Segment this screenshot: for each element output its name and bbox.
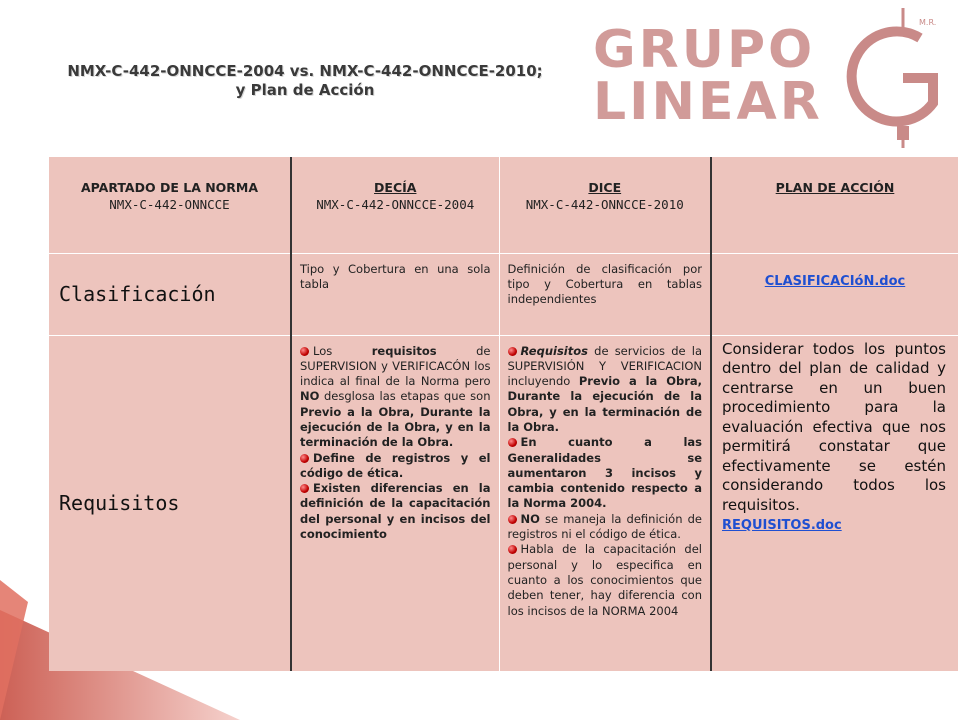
slide-title bbox=[20, 62, 590, 100]
title-line2: y Plan de Acción bbox=[235, 81, 375, 99]
header-apartado-line2: NMX-C-442-ONNCCE bbox=[109, 197, 230, 212]
bullet-icon bbox=[508, 545, 517, 554]
requisitos-doc-link[interactable]: REQUISITOS.doc bbox=[722, 518, 842, 533]
logo-mark: M.R. bbox=[919, 18, 937, 27]
header-plan-title: PLAN DE ACCIÓN bbox=[775, 180, 895, 195]
clasificacion-decia: Tipo y Cobertura en una sola tabla bbox=[291, 253, 499, 335]
title-line1: NMX-C-442-ONNCCE-2004 vs. NMX-C-442-ONNCCE-2010; bbox=[67, 62, 543, 80]
decia-para-3 bbox=[300, 481, 491, 542]
dice-p1-text-b: de servicios de la SUPERVISIÓN Y VERIFICACION incluyendo bbox=[507, 343, 702, 389]
bullet-icon bbox=[508, 515, 517, 524]
decia-p1-text-c: de SUPERVISION y VERIFICACÓN los indica al final de la Norma pero bbox=[300, 343, 491, 389]
clasificacion-dice: Definición de clasificación por tipo y Cobertura en tablas independientes bbox=[499, 253, 711, 335]
logo-word2: LINEAR bbox=[593, 72, 823, 132]
bullet-icon bbox=[508, 438, 517, 447]
row-label-requisitos: Requisitos bbox=[49, 335, 291, 671]
dice-para-3 bbox=[508, 512, 703, 543]
row-label-clasificacion: Clasificación bbox=[49, 253, 291, 335]
decia-p1-text-e: desglosa las etapas que son bbox=[319, 389, 491, 404]
dice-p3-text-b: se maneja la definición de registros ni el código de ética. bbox=[507, 511, 702, 542]
decia-para-1 bbox=[300, 344, 491, 451]
dice-p3-text-a: NO bbox=[520, 511, 540, 526]
bullet-icon bbox=[300, 347, 309, 356]
decia-p1-text-b: requisitos bbox=[371, 343, 437, 358]
decia-p3-text: Existen diferencias en la definición de la capacitación del personal y en incisos del conocimiento bbox=[300, 481, 491, 542]
row-clasificacion bbox=[49, 253, 958, 335]
header-row bbox=[49, 157, 958, 253]
dice-p1-text-a: Requisitos bbox=[520, 343, 588, 358]
header-decia-sub: NMX-C-442-ONNCCE-2004 bbox=[316, 197, 475, 212]
header-decia bbox=[291, 157, 499, 253]
bullet-icon bbox=[300, 454, 309, 463]
decia-p1-text-d: NO bbox=[300, 389, 320, 404]
grupo-linear-logo bbox=[585, 8, 950, 148]
bullet-icon bbox=[508, 347, 517, 356]
dice-p1-text-c: Previo a la Obra, Durante la ejecución de la Obra, y en la terminación de la Obra. bbox=[507, 374, 703, 434]
header-dice-sub: NMX-C-442-ONNCCE-2010 bbox=[525, 197, 684, 212]
dice-p2-text: En cuanto a las Generalidades se aumentaron 3 incisos y cambia contenido respecto a la Norma 2004. bbox=[507, 435, 702, 511]
dice-para-2 bbox=[508, 435, 703, 511]
header-dice bbox=[499, 157, 711, 253]
comparison-table bbox=[49, 157, 958, 671]
decia-p1-text-f: Previo a la Obra, Durante la ejecución de la Obra, y en la terminación de la Obra. bbox=[300, 404, 491, 450]
header-dice-title: DICE bbox=[588, 180, 622, 195]
requisitos-decia bbox=[291, 335, 499, 671]
dice-para-4 bbox=[508, 542, 703, 618]
dice-para-1 bbox=[508, 344, 703, 436]
bullet-icon bbox=[300, 484, 309, 493]
requisitos-plan-text: Considerar todos los puntos dentro del plan de calidad y centrarse en un buen procedimiento para la evaluación efectiva que nos permitirá constatar que efectivamente se estén considerando todos los requisitos. bbox=[722, 339, 946, 514]
header-apartado-line1: APARTADO DE LA NORMA bbox=[80, 180, 259, 195]
requisitos-plan bbox=[711, 335, 958, 671]
header-decia-title: DECÍA bbox=[374, 180, 417, 195]
decia-p1-text-a: Los bbox=[313, 343, 372, 358]
decia-para-2 bbox=[300, 451, 491, 482]
dice-p4-text: Habla de la capacitación del personal y lo especifica en cuanto a los conocimientos que deben tener, hay diferencia con los incisos de la NORMA 2004 bbox=[507, 542, 702, 618]
clasificacion-doc-link[interactable]: CLASIFICACIóN.doc bbox=[764, 273, 906, 289]
header-apartado bbox=[49, 157, 291, 253]
logo-word1: GRUPO bbox=[593, 20, 816, 80]
decia-p2-text: Define de registros y el código de ética. bbox=[300, 450, 491, 480]
requisitos-dice bbox=[499, 335, 711, 671]
clasificacion-plan bbox=[711, 253, 958, 335]
header-plan bbox=[711, 157, 958, 253]
row-requisitos bbox=[49, 335, 958, 671]
